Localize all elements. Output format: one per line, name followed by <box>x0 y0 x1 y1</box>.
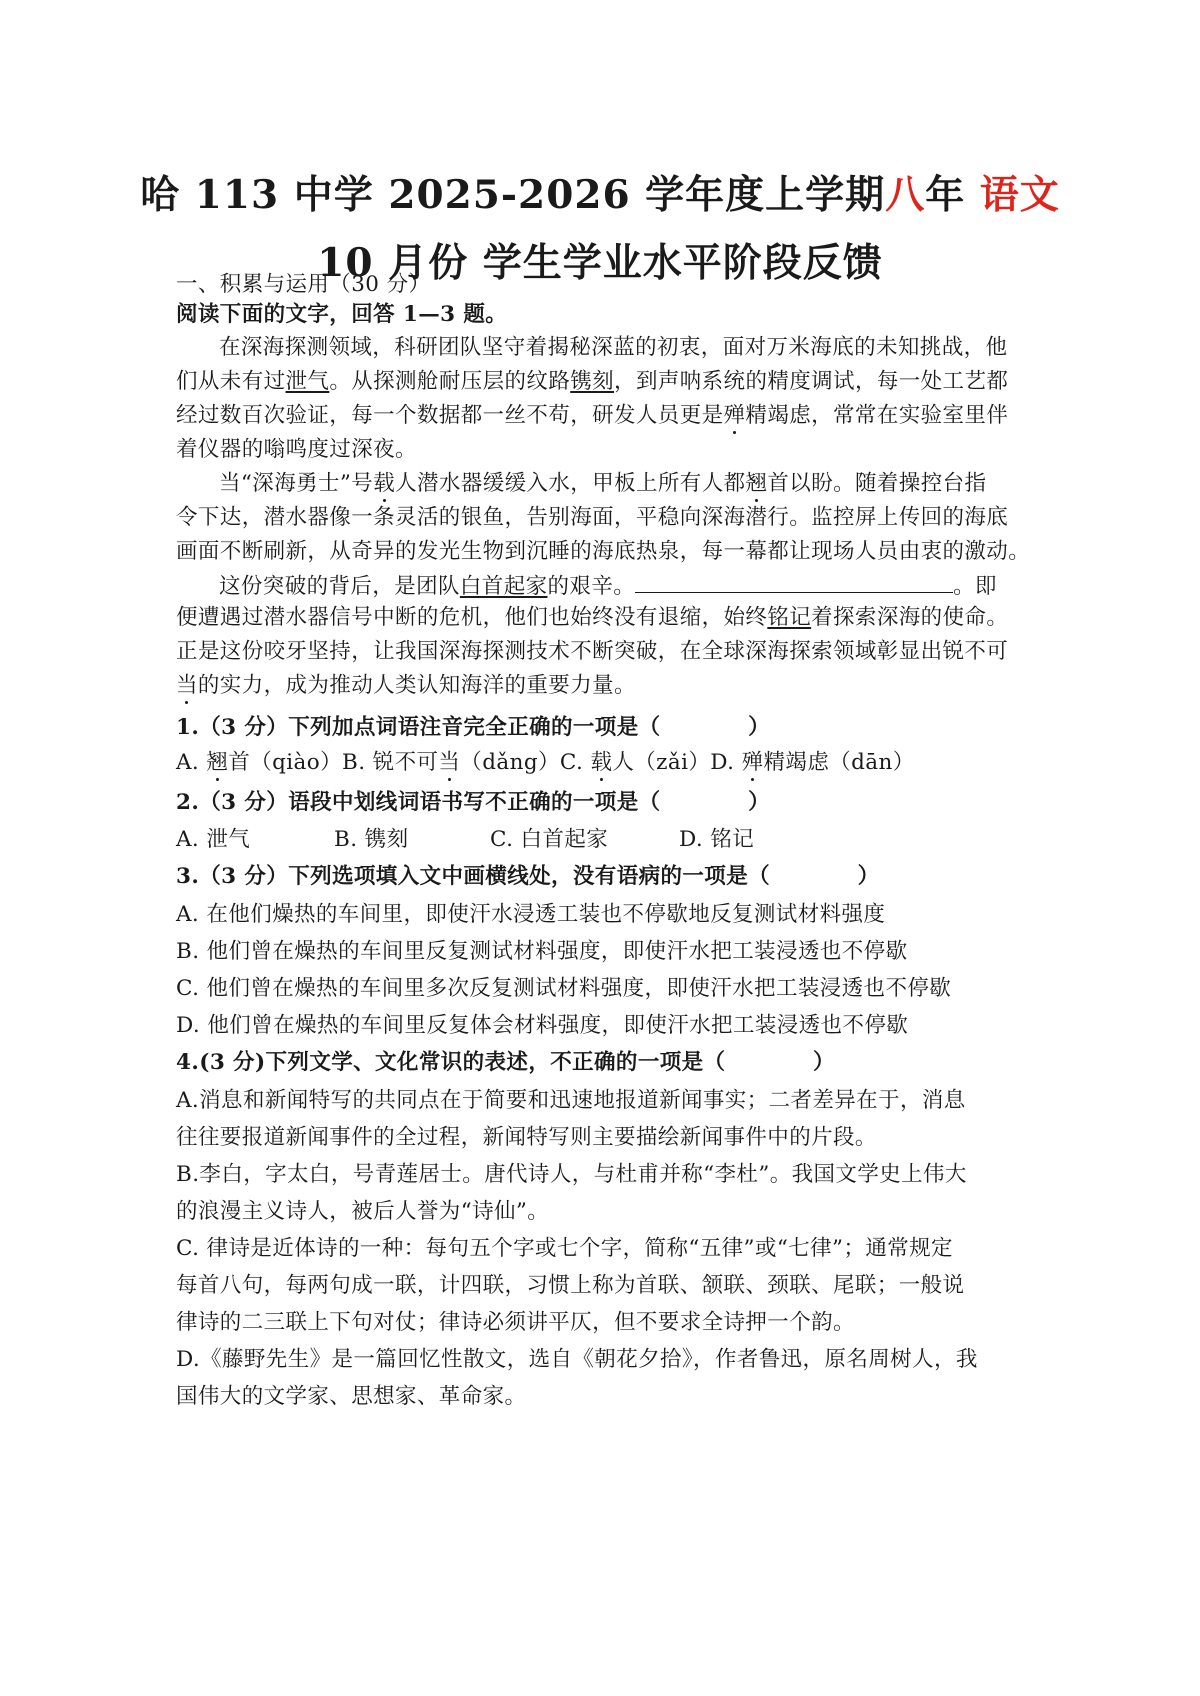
exam-title <box>0 164 1200 220</box>
question-2-option-b: B. 镌刻 <box>334 827 409 852</box>
dotted-char: 翘 <box>206 750 229 775</box>
dotted-char: 殚 <box>741 750 764 775</box>
dotted-char-qiao: 翘 <box>745 471 768 496</box>
question-4-option-c-line3: 律诗的二三联上下句对仗；律诗必须讲平仄，但不要求全诗押一个韵。 <box>176 1310 855 1335</box>
passage-p1-line1: 在深海探测领域，科研团队坚守着揭秘深蓝的初衷，面对万米海底的未知挑战，他 <box>219 335 1008 360</box>
text-segment: 的实力，成为推动人类认知海洋的重要力量。 <box>197 673 636 698</box>
passage-p2-line3: 画面不断刷新，从奇异的发光生物到沉睡的海底热泉，每一幕都让现场人员由衷的激动。 <box>176 539 1031 564</box>
text-segment: 的艰辛。 <box>547 574 636 599</box>
reading-instruction: 阅读下面的文字，回答 1—3 题。 <box>176 302 508 327</box>
question-3-option-b: B. 他们曾在燥热的车间里反复测试材料强度，即使汗水把工装浸透也不停歇 <box>176 939 908 964</box>
passage-p2-line2: 令下达，潜水器像一条灵活的银鱼，告别海面，平稳向深海潜行。监控屏上传回的海底 <box>176 505 1009 530</box>
question-4-option-a-line1: A.消息和新闻特写的共同点在于简要和迅速地报道新闻事实；二者差异在于，消息 <box>176 1088 966 1113</box>
text-segment: 人（zǎi）D. <box>612 750 742 775</box>
dotted-char: 当 <box>438 750 461 775</box>
text-segment: 精竭虑，常常在实验室里伴 <box>745 403 1009 428</box>
dotted-char-zai: 载 <box>373 471 396 496</box>
question-2-option-a: A. 泄气 <box>176 827 251 852</box>
question-4-option-c-line1: C. 律诗是近体诗的一种：每句五个字或七个字，简称“五律”或“七律”；通常规定 <box>176 1236 953 1261</box>
text-segment: ，到声呐系统的精度调试，每一处工艺都 <box>614 369 1009 394</box>
text-segment: 人潜水器缓缓入水，甲板上所有人都 <box>395 471 746 496</box>
text-segment: 当“深海勇士”号 <box>219 471 374 496</box>
text-segment: 经过数百次验证，每一个数据都一丝不苟，研发人员更是 <box>176 403 724 428</box>
passage-p3-line1 <box>219 570 997 602</box>
passage-p1-line2 <box>176 367 1008 397</box>
passage-p3-line2 <box>176 603 1008 633</box>
text-segment: 们从未有过 <box>176 369 286 394</box>
text-segment: 。从探测舱耐压层的纹路 <box>329 369 571 394</box>
question-3-stem: 3.（3 分）下列选项填入文中画横线处，没有语病的一项是（ ） <box>176 864 880 889</box>
underlined-word-xieqi: 泄气 <box>285 369 330 394</box>
text-segment: 。即 <box>953 574 997 599</box>
passage-p3-line3: 正是这份咬牙坚持，让我国深海探测技术不断突破，在全球深海探索领域彰显出锐不可 <box>176 639 1009 664</box>
text-segment: （dǎng）C. <box>460 750 591 775</box>
title-school-term: 哈 113 中学 2025-2026 学年度上学期 <box>140 172 886 218</box>
passage-p3-line4 <box>176 671 636 701</box>
exam-subtitle: 10 月份 学生学业水平阶段反馈 <box>317 240 883 286</box>
section-heading: 一、积累与运用（30 分） <box>176 272 431 297</box>
dotted-char: 载 <box>590 750 613 775</box>
question-4-option-d-line1: D.《藤野先生》是一篇回忆性散文，选自《朝花夕拾》，作者鲁迅，原名周树人，我 <box>176 1347 978 1372</box>
question-4-option-c-line2: 每首八句，每两句成一联，计四联，习惯上称为首联、颔联、颈联、尾联；一般说 <box>176 1273 965 1298</box>
dotted-char-dang: 当 <box>176 673 198 698</box>
title-subject: 语文 <box>979 172 1060 218</box>
question-4-option-b-line1: B.李白，字太白，号青莲居士。唐代诗人，与杜甫并称“李杜”。我国文学史上伟大 <box>176 1162 967 1187</box>
title-grade-suffix: 年 <box>925 172 966 218</box>
passage-p1-line4: 着仪器的嗡鸣度过深夜。 <box>176 437 417 462</box>
question-4-option-d-line2: 国伟大的文学家、思想家、革命家。 <box>176 1384 527 1409</box>
question-3-option-a: A. 在他们燥热的车间里，即使汗水浸透工装也不停歇地反复测试材料强度 <box>176 902 886 927</box>
question-2-stem: 2.（3 分）语段中划线词语书写不正确的一项是（ ） <box>176 790 770 815</box>
text-segment: 精竭虑（dān） <box>763 750 915 775</box>
question-4-option-a-line2: 往往要报道新闻事件的全过程，新闻特写则主要描绘新闻事件中的片段。 <box>176 1125 877 1150</box>
text-segment: 首（qiào）B. 锐不可 <box>228 750 439 775</box>
question-4-stem: 4.(3 分)下列文学、文化常识的表述，不正确的一项是（ ） <box>176 1050 835 1075</box>
text-segment: 首以盼。随着操控台指 <box>767 471 987 496</box>
title-grade-number: 八 <box>885 172 926 218</box>
fill-in-blank-line <box>635 570 953 593</box>
question-3-option-d: D. 他们曾在燥热的车间里反复体会材料强度，即使汗水把工装浸透也不停歇 <box>176 1013 909 1038</box>
question-2-option-c: C. 白首起家 <box>490 827 609 852</box>
underlined-word-baishouqijia: 白首起家 <box>459 574 548 599</box>
underlined-word-mingji: 铭记 <box>767 605 812 630</box>
question-4-option-b-line2: 的浪漫主义诗人，被后人誉为“诗仙”。 <box>176 1199 550 1224</box>
text-segment: 这份突破的背后，是团队 <box>219 574 460 599</box>
option-a-label: A. <box>176 750 207 775</box>
passage-p1-line3 <box>176 401 1008 431</box>
underlined-word-juanke: 镌刻 <box>570 369 615 394</box>
question-3-option-c: C. 他们曾在燥热的车间里多次反复测试材料强度，即使汗水把工装浸透也不停歇 <box>176 976 952 1001</box>
question-1-options <box>176 748 915 778</box>
question-1-stem: 1.（3 分）下列加点词语注音完全正确的一项是（ ） <box>176 715 770 740</box>
passage-p2-line1 <box>219 469 986 499</box>
text-segment: 着探索深海的使命。 <box>811 605 1009 630</box>
text-segment: 便遭遇过潜水器信号中断的危机，他们也始终没有退缩，始终 <box>176 605 768 630</box>
dotted-char-dan: 殚 <box>723 403 746 428</box>
question-2-option-d: D. 铭记 <box>679 827 755 852</box>
